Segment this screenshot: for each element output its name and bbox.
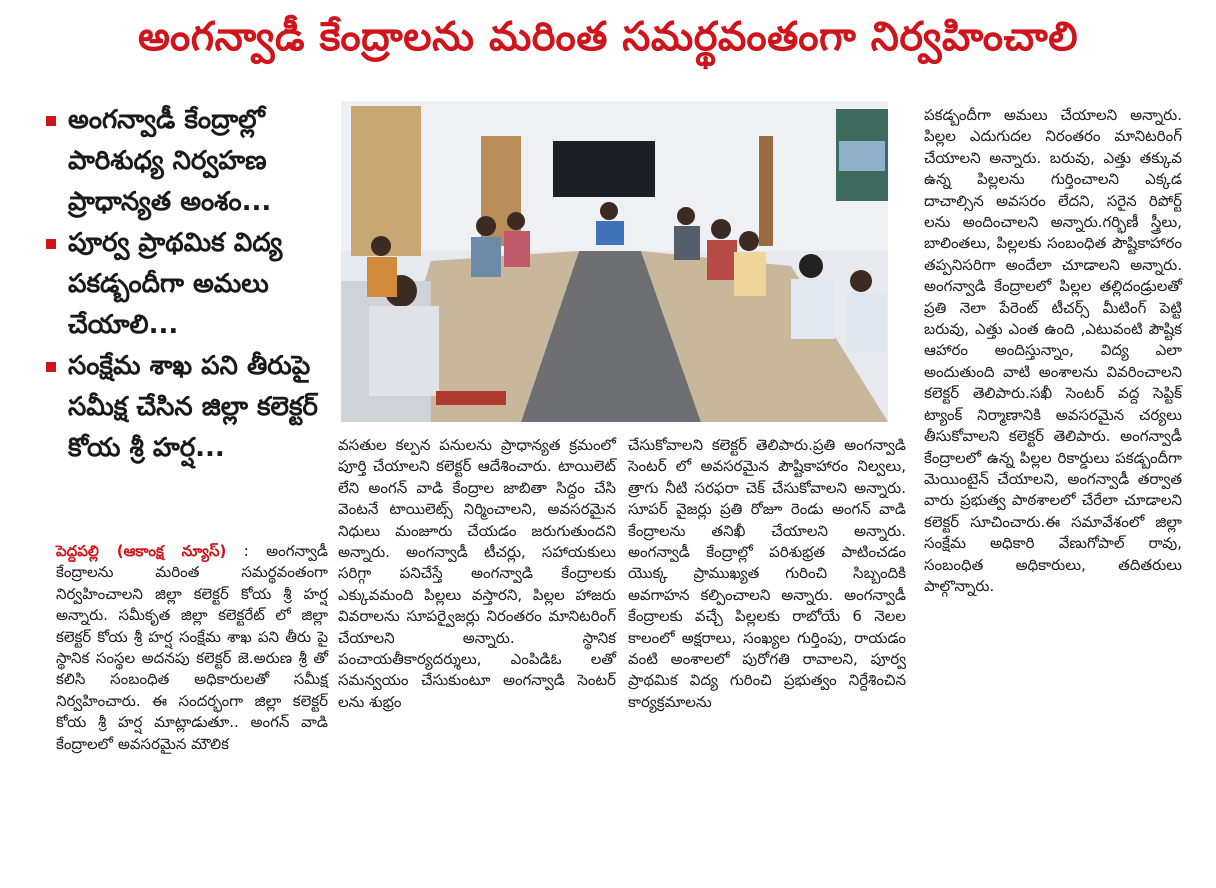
- highlight-text: పూర్వ ప్రాథమిక విద్య పకడ్బందీగా అమలు చేయాలి...: [68, 228, 283, 340]
- highlight-text: అంగన్వాడీ కేంద్రాల్లో పారిశుధ్య నిర్వహణ ప్రాధాన్యత అంశం...: [68, 105, 272, 217]
- article-column-2: [338, 435, 616, 713]
- column-text: పకడ్బందీగా అమలు చేయాలని అన్నారు. పిల్లల ఎదుగుదల నిరంతరం మానిటరింగ్ చేయాలని అన్నారు. బరువు, ఎత్తు తక్కువ ఉన్న పిల్లలను గుర్తించాలని ఎక్కడ దాచాల్సిన అవసరం లేదని, సరైన రిపోర్ట్ లను అందించాలని అన్నారు.గర్భిణీ స్త్రీలు, బాలింతలు, పిల్లలకు సంబంధిత పౌష్టికాహారం తప్పనిసరిగా అందేలా చూడాలని అన్నారు. అంగన్వాడి కేంద్రాలలో పిల్లల తల్లిదండ్రులతో ప్రతి నెలా పేరెంట్ టీచర్స్ మీటింగ్ పెట్టి బరువు, ఎత్తు ఎంత ఉంది ,ఎటువంటి పౌష్టిక ఆహారం అందిస్తున్నాం, విద్య ఎలా అందుతుంది వాటి అంశాలను వివరించాలని కలెక్టర్ తెలిపారు.సఖీ సెంటర్ వద్ద సెప్టిక్ ట్యాంక్ నిర్మాణానికి అవసరమైన చర్యలు తీసుకోవాలని కలెక్టర్ తెలిపారు. అంగన్వాడీ కేంద్రాలలో ఉన్న పిల్లల రికార్డులు పకడ్బందీగా మెయింటైన్ చేయాలని, అంగన్వాడీ తర్వాత వారు ప్రభుత్వ పాఠశాలలో చేరేలా చూడాలని కలెక్టర్ సూచించారు.ఈ సమావేశంలో జిల్లా సంక్షేమ అధికారి వేణుగోపాల్ రావు, సంబంధిత అధికారులు, తదితరులు పాల్గొన్నారు.: [924, 106, 1182, 595]
- column-text: చేసుకోవాలని కలెక్టర్ తెలిపారు.ప్రతి అంగన్వాడి సెంటర్ లో అవసరమైన పౌష్టికాహారం నిల్వలు, త్రాగు నీటి సరఫరా చెక్ చేసుకోవాలని అన్నారు. సూపర్ వైజర్లు ప్రతి రోజూ రెండు అంగన్ వాడి కేంద్రాలను తనిఖీ చేయాలని అన్నారు. అంగన్వాడీ కేంద్రాల్లో పరిశుభ్రత పాటించడం యొక్క ప్రాముఖ్యత గురించి సిబ్బందికి అవగాహన కల్పించాలని అన్నారు. అంగన్వాడీ కేంద్రాలకు వచ్చే పిల్లలకు రాబోయే 6 నెలల కాలంలో అక్షరాలు, సంఖ్యల గుర్తింపు, రాయడం వంటి అంశాలలో పురోగతి రావాలని, పూర్వ ప్రాథమిక విద్య గురించి ప్రభుత్వం నిర్దేశించిన కార్యక్రమాలను: [628, 436, 906, 711]
- highlight-text: సంక్షేమ శాఖ పని తీరుపై సమీక్ష చేసిన జిల్లా కలెక్టర్ కోయ శ్రీ హర్ష...: [68, 351, 318, 463]
- meeting-photo: [341, 101, 888, 422]
- column-text: : అంగన్వాడీ కేంద్రాలను మరింత సమర్థవంతంగా నిర్వహించాలని జిల్లా కలెక్టర్ కోయ శ్రీ హర్ష అన్నారు. సమీకృత జిల్లా కలెక్టరేట్ లో జిల్లా కలెక్టర్ కోయ శ్రీ హర్ష సంక్షేమ శాఖ పని తీరు పై స్థానిక సంస్థల అదనపు కలెక్టర్ జె.అరుణ శ్రీ తో కలిసి సంబంధిత అధికారులతో సమీక్ష నిర్వహించారు. ఈ సందర్భంగా జిల్లా కలెక్టర్ కోయ శ్రీ హర్ష మాట్లాడుతూ.. అంగన్ వాడి కేంద్రాలలో అవసరమైన మౌలిక: [56, 542, 328, 753]
- byline: పెద్దపల్లి (ఆకాంక్ష న్యూస్): [56, 542, 227, 560]
- red-square-bullet-icon: [46, 116, 56, 126]
- article-column-4: [924, 105, 1182, 597]
- highlight-item: [46, 346, 326, 469]
- red-square-bullet-icon: [46, 362, 56, 372]
- red-square-bullet-icon: [46, 239, 56, 249]
- headline: అంగన్వాడీ కేంద్రాలను మరింత సమర్థవంతంగా నిర్వహించాలి: [137, 14, 1079, 60]
- highlight-item: [46, 100, 326, 223]
- article-column-1: [56, 541, 328, 755]
- column-text: వసతుల కల్పన పనులను ప్రాధాన్యత క్రమంలో పూర్తి చేయాలని కలెక్టర్ ఆదేశించారు. టాయిలెట్ లేని అంగన్ వాడి కేంద్రాల జాబితా సిద్దం చేసి వెంటనే టాయిలెట్స్ నిర్మించాలని, అవసరమైన నిధులు మంజూరు చేయడం జరుగుతుందని అన్నారు. అంగన్వాడీ టీచర్లు, సహాయకులు సరిగ్గా పనిచేస్తే అంగన్వాడి కేంద్రాలకు ఎక్కువమంది పిల్లలు వస్తారని, పిల్లల హాజరు వివరాలను సూపర్వైజర్లు నిరంతరం మానిటరింగ్ చేయాలని అన్నారు. స్థానిక పంచాయతీకార్యదర్శులు, ఎంపిడిఓ లతో సమన్వయం చేసుకుంటూ అంగన్వాడి సెంటర్ లను శుభ్రం: [338, 436, 616, 711]
- highlights-list: [46, 100, 326, 469]
- article-column-3: [628, 435, 906, 713]
- highlight-item: [46, 223, 326, 346]
